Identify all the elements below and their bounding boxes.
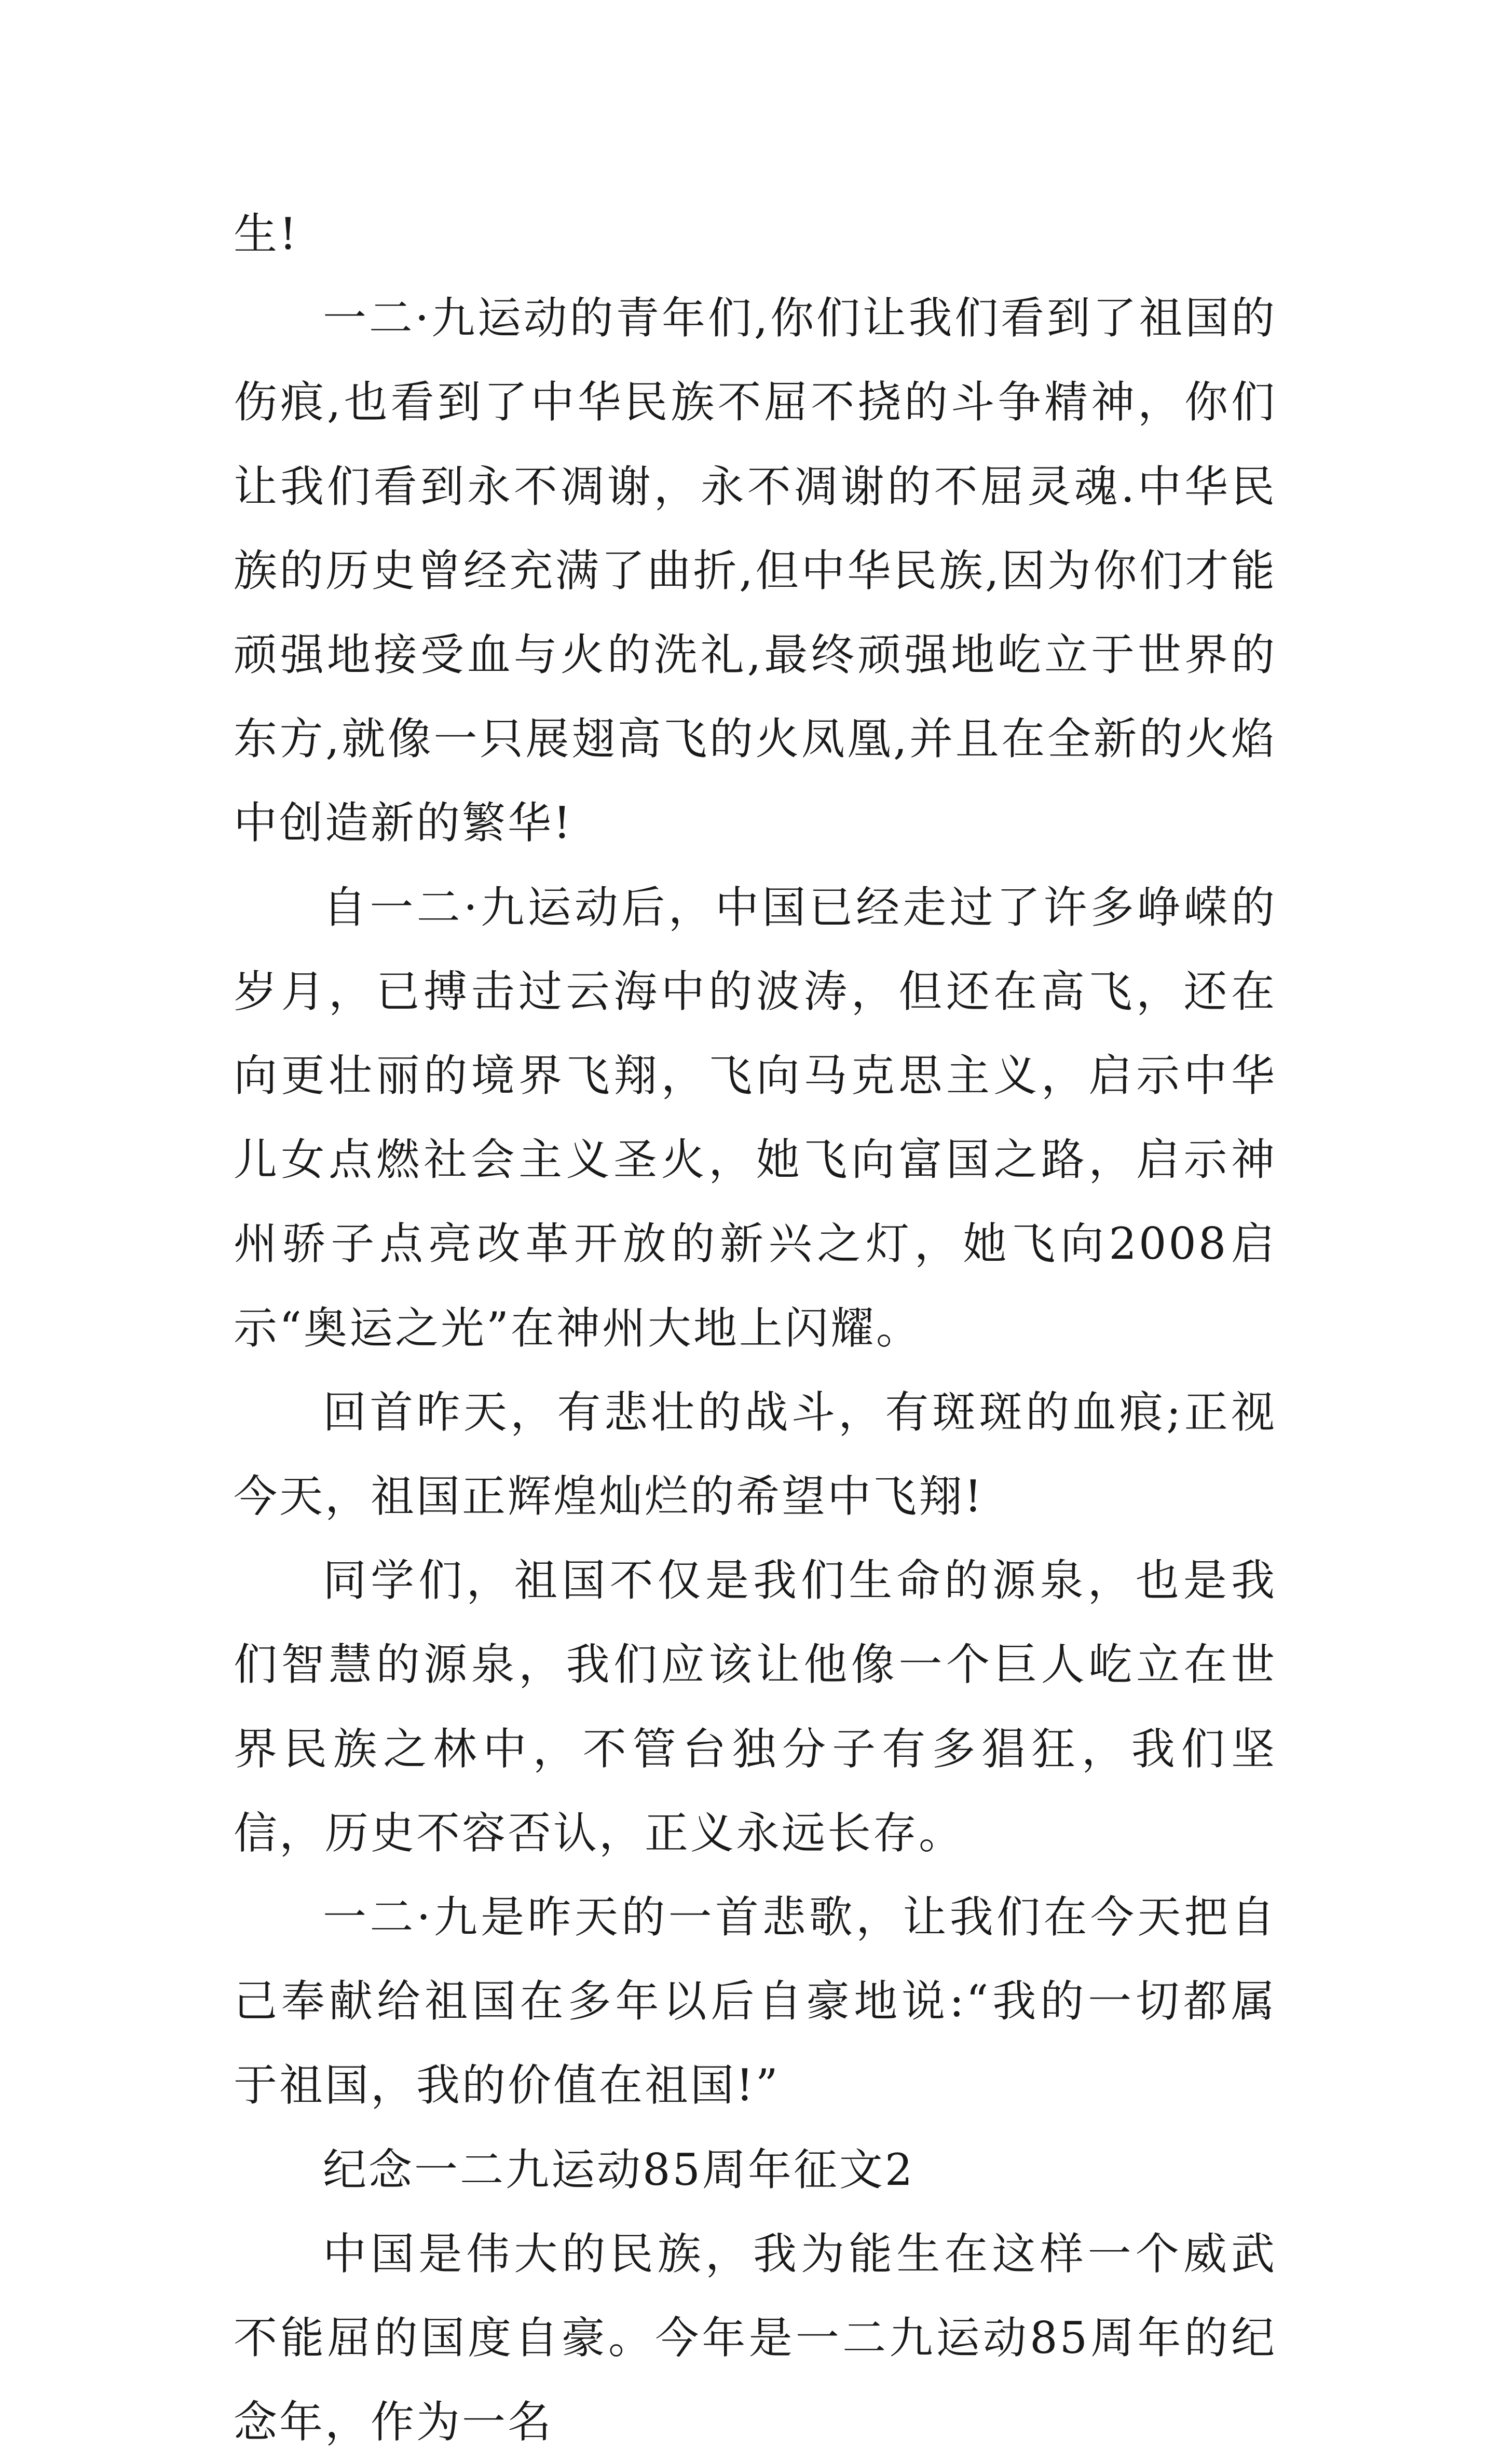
paragraph-continuation: 生!: [234, 209, 299, 259]
paragraph-youth-tribute: 一二·九运动的青年们,你们让我们看到了祖国的伤痕,也看到了中华民族不屈不挠的斗争精神，你们让我们看到永不凋谢，永不凋谢的不屈灵魂.中华民族的历史曾经充满了曲折,但中华民族,因为你们才能顽强地接受血与火的洗礼,最终顽强地屹立于世界的东方,就像一只展翅高飞的火凤凰,并且在全新的火焰中创造新的繁华!: [234, 293, 1277, 849]
paragraph-elegy: 一二·九是昨天的一首悲歌，让我们在今天把自己奉献给祖国在多年以后自豪地说:“我的一切都属于祖国，我的价值在祖国!”: [234, 1892, 1277, 2111]
document-body: [234, 192, 1277, 2464]
paragraph-classmates: 同学们，祖国不仅是我们生命的源泉，也是我们智慧的源泉，我们应该让他像一个巨人屹立在世界民族之林中，不管台独分子有多猖狂，我们坚信，历史不容否认，正义永远长存。: [234, 1555, 1277, 1859]
essay-heading: 纪念一二九运动85周年征文2: [323, 2144, 915, 2195]
paragraph-yesterday-today: 回首昨天，有悲壮的战斗，有斑斑的血痕;正视今天，祖国正辉煌灿烂的希望中飞翔!: [234, 1386, 1277, 1522]
paragraph-great-nation: 中国是伟大的民族，我为能生在这样一个威武不能屈的国度自豪。今年是一二九运动85周年的纪念年，作为一名: [234, 2228, 1277, 2448]
paragraph-since-movement: 自一二·九运动后，中国已经走过了许多峥嵘的岁月，已搏击过云海中的波涛，但还在高飞，还在向更壮丽的境界飞翔，飞向马克思主义，启示中华儿女点燃社会主义圣火，她飞向富国之路，启示神州骄子点亮改革开放的新兴之灯，她飞向2008启示“奥运之光”在神州大地上闪耀。: [234, 882, 1277, 1354]
